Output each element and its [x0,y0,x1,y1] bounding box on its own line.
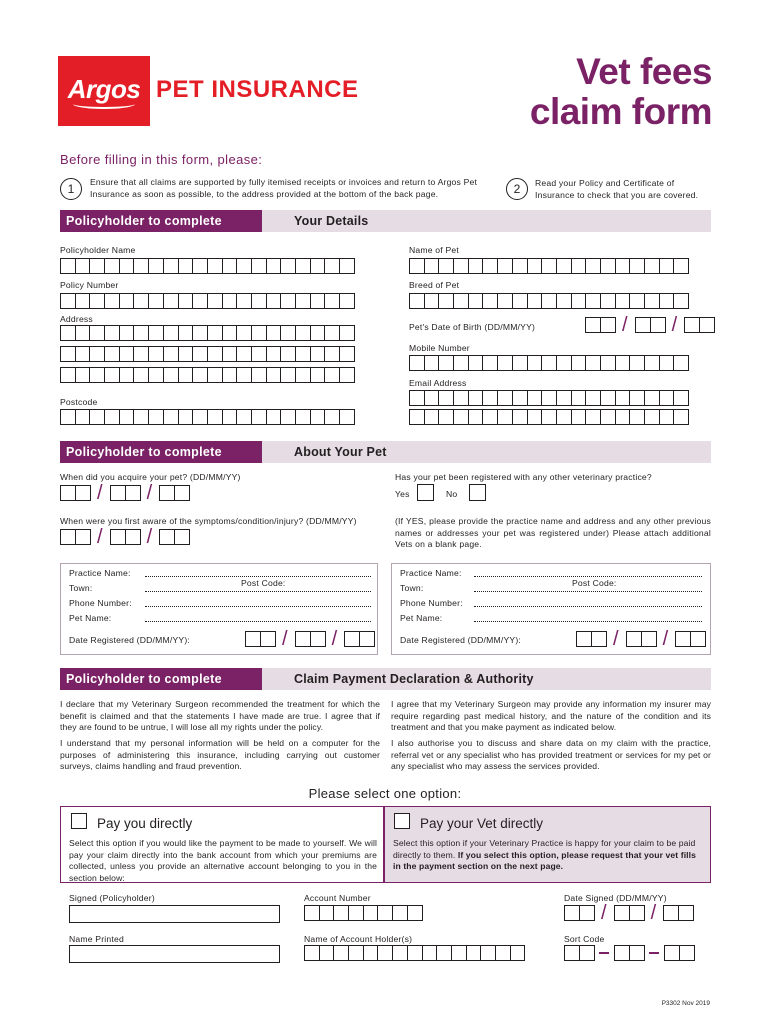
policyholder-name-label: Policyholder Name [60,245,136,255]
name-printed-field[interactable] [69,945,280,963]
aware-date-field[interactable]: / / [60,529,189,545]
section-title: About Your Pet [294,445,387,459]
section-title: Your Details [294,214,369,228]
address-field-line2[interactable] [60,346,354,362]
phone-number-label: Phone Number: [400,598,463,608]
signed-field[interactable] [69,905,280,923]
no-label: No [446,489,458,499]
name-of-pet-label: Name of Pet [409,245,459,255]
pay-you-checkbox[interactable] [71,813,87,829]
date-registered-label: Date Registered (DD/MM/YY): [400,635,521,645]
email-address-field-line2[interactable] [409,409,688,425]
date-signed-field[interactable]: / / [564,905,693,921]
phone-number-label: Phone Number: [69,598,132,608]
pet-name-label: Pet Name: [69,613,112,623]
pet-dob-field[interactable]: / / [585,317,714,333]
date-registered-field[interactable]: / / [245,631,374,647]
town-label: Town: [400,583,424,593]
email-address-label: Email Address [409,378,467,388]
breed-of-pet-field[interactable] [409,293,688,309]
town-input[interactable] [474,583,702,592]
section-title: Claim Payment Declaration & Authority [294,672,534,686]
practice-box-left [60,563,378,655]
town-label: Town: [69,583,93,593]
post-code-label: Post Code: [241,578,286,588]
mobile-number-label: Mobile Number [409,343,470,353]
sort-code-label: Sort Code [564,934,605,944]
section-declaration-bar [60,668,711,690]
date-registered-label: Date Registered (DD/MM/YY): [69,635,190,645]
section-badge: Policyholder to complete [60,210,262,232]
practice-name-label: Practice Name: [400,568,462,578]
policyholder-name-field[interactable] [60,258,354,274]
intro-heading: Before filling in this form, please: [60,152,263,167]
practice-name-label: Practice Name: [69,568,131,578]
address-field-line1[interactable] [60,325,354,341]
registered-question: Has your pet been registered with any other veterinary practice? [395,472,652,482]
yes-label: Yes [395,489,410,499]
town-input[interactable] [145,583,371,592]
date-signed-label: Date Signed (DD/MM/YY) [564,893,667,903]
option-pay-you[interactable] [60,806,384,883]
acquire-date-field[interactable]: / / [60,485,189,501]
step1-number: 1 [60,178,82,200]
policy-number-label: Policy Number [60,280,119,290]
logo-swoosh-icon [73,99,135,109]
pay-you-title: Pay you directly [97,816,193,831]
mobile-number-field[interactable] [409,355,688,371]
pay-vet-title: Pay your Vet directly [420,816,544,831]
account-number-label: Account Number [304,893,371,903]
step2-text: Read your Policy and Certificate of Insurance to check that you are covered. [535,178,699,200]
phone-number-input[interactable] [474,598,702,607]
breed-of-pet-label: Breed of Pet [409,280,460,290]
name-printed-label: Name Printed [69,934,124,944]
postcode-field[interactable] [60,409,354,425]
declaration-left-p1: I declare that my Veterinary Surgeon recommended the treatment for which the benefit is claimed and that the statements I have made are true. I agree that if they are found to be untrue, I will lose all my rights under the policy. [60,699,380,733]
logo-text: Argos [67,73,141,104]
practice-box-right [391,563,711,655]
name-of-pet-field[interactable] [409,258,688,274]
pay-vet-text-bold: If you select this option, please request that your vet fills in the payment section on the next page. [393,849,697,872]
aware-date-label: When were you first aware of the symptoms/condition/injury? (DD/MM/YY) [60,516,357,526]
pay-vet-text [393,838,705,873]
pet-dob-label: Pet's Date of Birth (DD/MM/YY) [409,322,536,332]
declaration-left-p2: I understand that my personal information will be held on a computer for the purposes of administering this insurance, including carrying out customer surveys, claims handling and fraud prevention. [60,738,380,772]
brand-subtitle: PET INSURANCE [156,76,359,103]
section-your-details-bar [60,210,711,232]
option-pay-vet[interactable] [384,806,711,883]
argos-logo [58,56,150,126]
declaration-right-p2: I also authorise you to discuss and share data on my claim with the practice, referral vet or any specialist who has provided treatment or services for my pet or any specialist who may assess the services provided. [391,738,711,772]
no-checkbox[interactable] [469,484,486,501]
pet-name-input[interactable] [474,613,702,622]
policy-number-field[interactable] [60,293,354,309]
form-title [530,52,712,132]
section-badge: Policyholder to complete [60,441,262,463]
section-badge: Policyholder to complete [60,668,262,690]
postcode-label: Postcode [60,397,98,407]
pet-name-input[interactable] [145,613,371,622]
address-field-line3[interactable] [60,367,354,383]
sort-code-field[interactable] [564,945,694,961]
acquire-date-label: When did you acquire your pet? (DD/MM/YY) [60,472,241,482]
form-title-line1: Vet fees [576,51,712,92]
section-about-your-pet-bar [60,441,711,463]
form-title-line2: claim form [529,91,712,132]
post-code-label: Post Code: [572,578,617,588]
step2-number: 2 [506,178,528,200]
signed-label: Signed (Policyholder) [69,893,155,903]
date-registered-field[interactable]: / / [576,631,705,647]
account-holder-field[interactable] [304,945,524,961]
pay-you-text: Select this option if you would like the payment to be made to yourself. We will pay your claim directly into the bank account from which your premiums are collected, unless you provide an alternative account belonging to you in the section below: [69,838,377,883]
account-holder-label: Name of Account Holder(s) [304,934,413,944]
yes-checkbox[interactable] [417,484,434,501]
pay-vet-checkbox[interactable] [394,813,410,829]
pet-name-label: Pet Name: [400,613,443,623]
email-address-field-line1[interactable] [409,390,688,406]
step1-text: Ensure that all claims are supported by fully itemised receipts or invoices and return to Argos Pet Insurance as soon as possible, to the address provided at the bottom of the back page. [90,177,478,199]
options-heading: Please select one option: [308,786,462,801]
address-label: Address [60,314,93,324]
form-code: P3302 Nov 2019 [661,1000,710,1007]
practice-name-input[interactable] [474,568,702,577]
phone-number-input[interactable] [145,598,371,607]
pay-vet-text-main: Select this option if your Veterinary Practice is happy for your claim to be paid directly to them. [393,838,696,860]
declaration-right-p1: I agree that my Veterinary Surgeon may provide any information my insurer may require regarding past medical history, and the nature of the condition and its treatment and that you make payment as indicated below. [391,699,711,733]
practice-name-input[interactable] [145,568,371,577]
if-yes-instructions: (If YES, please provide the practice name and address and any other previous names or addresses your pet was registered under) Please attach additional Vets on a blank page. [395,516,711,549]
account-number-field[interactable] [304,905,422,921]
